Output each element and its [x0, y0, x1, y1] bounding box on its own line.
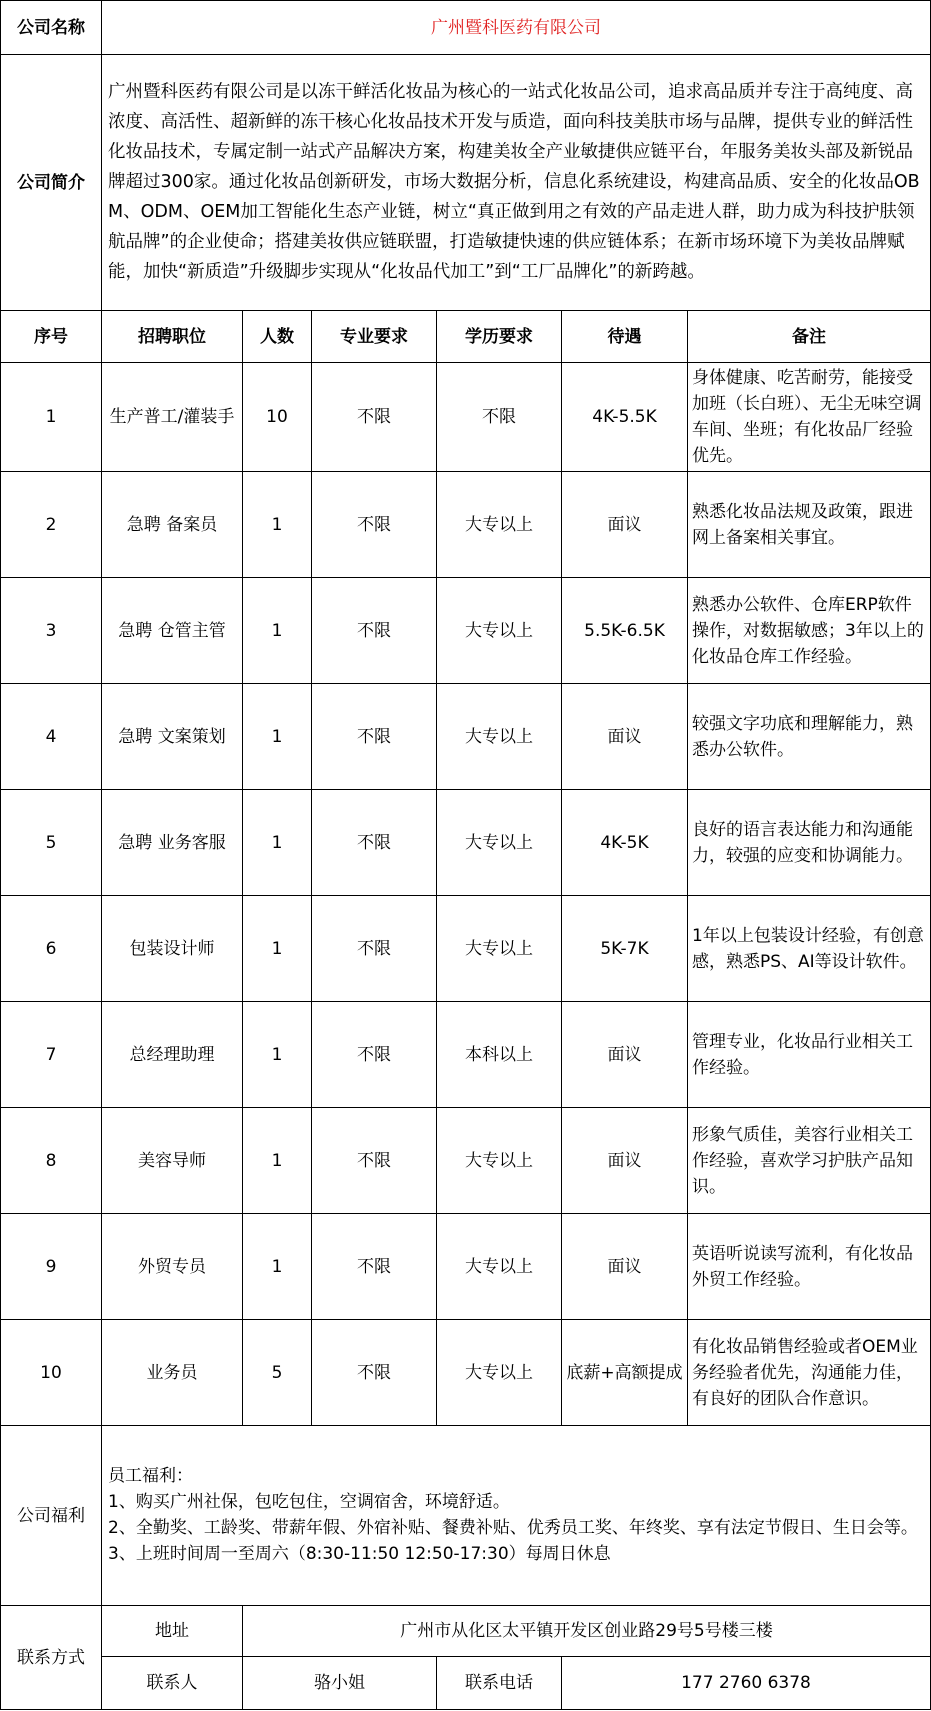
- job-edu: 大专以上: [437, 578, 562, 684]
- job-title: 美容导师: [102, 1108, 243, 1214]
- welfare-row: [1, 1426, 931, 1606]
- address-value: 广州市从化区太平镇开发区创业路29号5号楼三楼: [243, 1606, 931, 1657]
- job-count: 1: [243, 578, 312, 684]
- company-intro-label: 公司简介: [1, 55, 102, 311]
- table-row: [1, 790, 931, 896]
- welfare-line: 2、全勤奖、工龄奖、带薪年假、外宿补贴、餐费补贴、优秀员工奖、年终奖、享有法定节假日、生日会等。: [108, 1517, 918, 1538]
- company-name-row: [1, 1, 931, 55]
- job-title: 总经理助理: [102, 1002, 243, 1108]
- job-title: 急聘 业务客服: [102, 790, 243, 896]
- job-major: 不限: [312, 363, 437, 472]
- table-row: [1, 1108, 931, 1214]
- header-edu: 学历要求: [437, 311, 562, 363]
- job-note: 良好的语言表达能力和沟通能力，较强的应变和协调能力。: [688, 790, 931, 896]
- header-no: 序号: [1, 311, 102, 363]
- address-label: 地址: [102, 1606, 243, 1657]
- table-row: [1, 896, 931, 1002]
- job-note: 1年以上包装设计经验，有创意感，熟悉PS、AI等设计软件。: [688, 896, 931, 1002]
- job-no: 10: [1, 1320, 102, 1426]
- job-major: 不限: [312, 1002, 437, 1108]
- job-no: 7: [1, 1002, 102, 1108]
- table-row: [1, 472, 931, 578]
- job-note: 有化妆品销售经验或者OEM业务经验者优先，沟通能力佳，有良好的团队合作意识。: [688, 1320, 931, 1426]
- job-count: 1: [243, 1002, 312, 1108]
- job-major: 不限: [312, 1320, 437, 1426]
- phone-label: 联系电话: [437, 1657, 562, 1710]
- welfare-line: 员工福利：: [108, 1465, 193, 1486]
- job-title: 急聘 文案策划: [102, 684, 243, 790]
- job-note: 形象气质佳，美容行业相关工作经验，喜欢学习护肤产品知识。: [688, 1108, 931, 1214]
- table-row: [1, 1320, 931, 1426]
- table-row: [1, 1214, 931, 1320]
- job-count: 1: [243, 896, 312, 1002]
- job-edu: 大专以上: [437, 1320, 562, 1426]
- job-pay: 4K-5K: [562, 790, 688, 896]
- job-count: 5: [243, 1320, 312, 1426]
- header-note: 备注: [688, 311, 931, 363]
- job-major: 不限: [312, 1108, 437, 1214]
- job-note: 熟悉办公软件、仓库ERP软件操作，对数据敏感；3年以上的化妆品仓库工作经验。: [688, 578, 931, 684]
- job-title: 急聘 仓管主管: [102, 578, 243, 684]
- company-name-label: 公司名称: [1, 1, 102, 55]
- job-edu: 大专以上: [437, 684, 562, 790]
- job-major: 不限: [312, 896, 437, 1002]
- job-note: 较强文字功底和理解能力，熟悉办公软件。: [688, 684, 931, 790]
- job-edu: 大专以上: [437, 790, 562, 896]
- job-note: 英语听说读写流利，有化妆品外贸工作经验。: [688, 1214, 931, 1320]
- job-title: 急聘 备案员: [102, 472, 243, 578]
- job-count: 10: [243, 363, 312, 472]
- job-edu: 大专以上: [437, 1214, 562, 1320]
- welfare-label: 公司福利: [1, 1426, 102, 1606]
- job-no: 8: [1, 1108, 102, 1214]
- header-title: 招聘职位: [102, 311, 243, 363]
- job-major: 不限: [312, 472, 437, 578]
- contact-address-row: [1, 1606, 931, 1657]
- job-title: 包装设计师: [102, 896, 243, 1002]
- job-pay: 面议: [562, 472, 688, 578]
- job-major: 不限: [312, 684, 437, 790]
- welfare-text: [102, 1426, 931, 1606]
- job-pay: 4K-5.5K: [562, 363, 688, 472]
- job-edu: 大专以上: [437, 1108, 562, 1214]
- job-title: 业务员: [102, 1320, 243, 1426]
- job-note: 管理专业，化妆品行业相关工作经验。: [688, 1002, 931, 1108]
- job-pay: 5.5K-6.5K: [562, 578, 688, 684]
- contact-person-row: [1, 1657, 931, 1710]
- job-edu: 本科以上: [437, 1002, 562, 1108]
- table-row: [1, 578, 931, 684]
- company-name: 广州暨科医药有限公司: [102, 1, 931, 55]
- job-count: 1: [243, 790, 312, 896]
- job-no: 9: [1, 1214, 102, 1320]
- job-no: 2: [1, 472, 102, 578]
- job-no: 3: [1, 578, 102, 684]
- table-row: [1, 1002, 931, 1108]
- table-row: [1, 684, 931, 790]
- job-major: 不限: [312, 1214, 437, 1320]
- header-count: 人数: [243, 311, 312, 363]
- job-pay: 底薪+高额提成: [562, 1320, 688, 1426]
- job-title: 生产普工/灌装手: [102, 363, 243, 472]
- job-edu: 大专以上: [437, 896, 562, 1002]
- table-row: [1, 363, 931, 472]
- job-edu: 大专以上: [437, 472, 562, 578]
- job-pay: 面议: [562, 1214, 688, 1320]
- job-major: 不限: [312, 578, 437, 684]
- job-pay: 面议: [562, 684, 688, 790]
- phone-value: 177 2760 6378: [562, 1657, 931, 1710]
- person-label: 联系人: [102, 1657, 243, 1710]
- job-edu: 不限: [437, 363, 562, 472]
- job-count: 1: [243, 1108, 312, 1214]
- header-major: 专业要求: [312, 311, 437, 363]
- job-count: 1: [243, 472, 312, 578]
- job-note: 身体健康、吃苦耐劳，能接受加班（长白班）、无尘无味空调车间、坐班；有化妆品厂经验优先。: [688, 363, 931, 472]
- job-count: 1: [243, 1214, 312, 1320]
- welfare-line: 3、上班时间周一至周六（8:30-11:50 12:50-17:30）每周日休息: [108, 1543, 611, 1564]
- job-note: 熟悉化妆品法规及政策，跟进网上备案相关事宜。: [688, 472, 931, 578]
- job-no: 1: [1, 363, 102, 472]
- table-header-row: [1, 311, 931, 363]
- job-pay: 5K-7K: [562, 896, 688, 1002]
- job-count: 1: [243, 684, 312, 790]
- person-value: 骆小姐: [243, 1657, 437, 1710]
- job-major: 不限: [312, 790, 437, 896]
- job-pay: 面议: [562, 1108, 688, 1214]
- job-no: 5: [1, 790, 102, 896]
- job-title: 外贸专员: [102, 1214, 243, 1320]
- contact-label: 联系方式: [1, 1606, 102, 1710]
- company-intro-row: [1, 55, 931, 311]
- job-no: 6: [1, 896, 102, 1002]
- welfare-line: 1、购买广州社保，包吃包住，空调宿舍，环境舒适。: [108, 1491, 510, 1512]
- job-pay: 面议: [562, 1002, 688, 1108]
- job-no: 4: [1, 684, 102, 790]
- company-intro-text: 广州暨科医药有限公司是以冻干鲜活化妆品为核心的一站式化妆品公司，追求高品质并专注于高纯度、高浓度、高活性、超新鲜的冻干核心化妆品技术开发与质造，面向科技美肤市场与品牌，提供专业的鲜活性化妆品技术，专属定制一站式产品解决方案，构建美妆全产业敏捷供应链平台，年服务美妆头部及新锐品牌超过300家。通过化妆品创新研发，市场大数据分析，信息化系统建设，构建高品质、安全的化妆品OBM、ODM、OEM加工智能化生态产业链，树立“真正做到用之有效的产品走进人群，助力成为科技护肤领航品牌”的企业使命；搭建美妆供应链联盟，打造敏捷快速的供应链体系；在新市场环境下为美妆品牌赋能，加快“新质造”升级脚步实现从“化妆品代加工”到“工厂品牌化”的新跨越。: [102, 55, 931, 311]
- header-pay: 待遇: [562, 311, 688, 363]
